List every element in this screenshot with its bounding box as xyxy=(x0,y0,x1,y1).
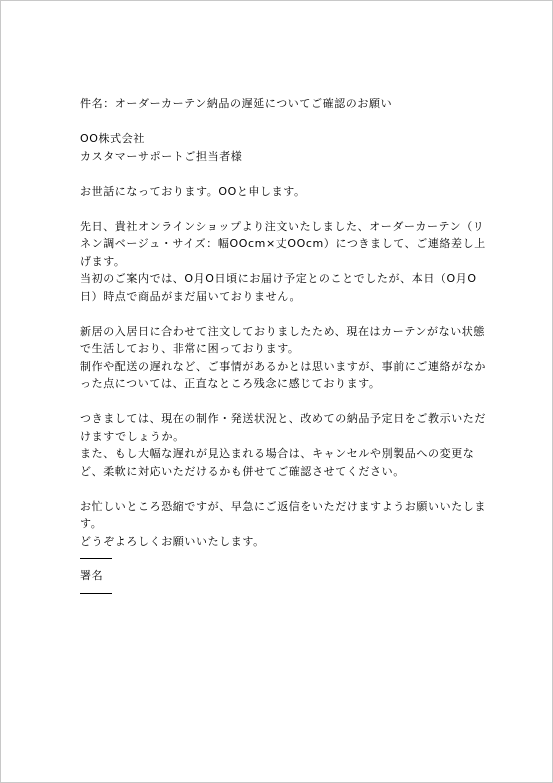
signature-label: 署名 xyxy=(80,569,104,582)
signature-block xyxy=(80,558,480,594)
body-line: 新居の入居日に合わせて注文しておりましたため、現在はカーテンがない状態 xyxy=(80,324,486,338)
body-paragraph-2 xyxy=(80,323,486,393)
body-line: った点については、正直なところ残念に感じております。 xyxy=(80,377,381,390)
signature-bottom-divider xyxy=(80,593,112,594)
body-line: 日）時点で商品がまだ届いておりません。 xyxy=(80,289,302,303)
body-line: つきましては、現在の制作・発送状況と、改めての納品予定日をご教示いただ xyxy=(80,412,486,425)
closing-paragraph xyxy=(80,498,486,551)
body-paragraph-1 xyxy=(80,218,486,306)
greeting-paragraph xyxy=(80,183,480,201)
body-line: で生活しており、非常に困っております。 xyxy=(80,342,300,355)
body-line: また、もし大幅な遅れが見込まれる場合は、キャンセルや別製品への変更な xyxy=(80,447,475,460)
subject-text: 件名：オーダーカーテン納品の遅延についてご確認のお願い xyxy=(80,97,393,110)
body-line: す。 xyxy=(80,517,103,530)
body-line: けますでしょうか。 xyxy=(80,429,185,443)
recipient-company: OO株式会社 xyxy=(80,132,145,145)
letter-body xyxy=(80,95,486,602)
subject-line xyxy=(80,95,480,113)
body-line: お忙しいところ恐縮ですが、早急にご返信をいただけますようお願いいたしま xyxy=(80,499,486,513)
recipient-department: カスタマーサポートご担当者様 xyxy=(80,149,243,163)
body-line: 制作や配送の遅れなど、ご事情があるかとは思いますが、事前にご連絡がなか xyxy=(80,359,486,373)
greeting-text: お世話になっております。OOと申します。 xyxy=(80,184,306,198)
body-line: げます。 xyxy=(80,254,126,268)
body-line: ど、柔軟に対応いただけるかも併せてご確認させてください。 xyxy=(80,464,405,478)
signature-top-divider xyxy=(80,558,112,559)
body-paragraph-3 xyxy=(80,410,486,480)
body-line: ネン調ベージュ・サイズ：幅OOcm×丈OOcm）につきまして、ご連絡差し上 xyxy=(80,237,486,250)
body-line: 先日、貴社オンラインショップより注文いたしました、オーダーカーテン（リ xyxy=(80,219,485,233)
body-line: どうぞよろしくお願いいたします。 xyxy=(80,534,265,548)
body-line: 当初のご案内では、O月O日頃にお届け予定とのことでしたが、本日（O月O xyxy=(80,272,477,285)
recipient-block xyxy=(80,130,480,165)
